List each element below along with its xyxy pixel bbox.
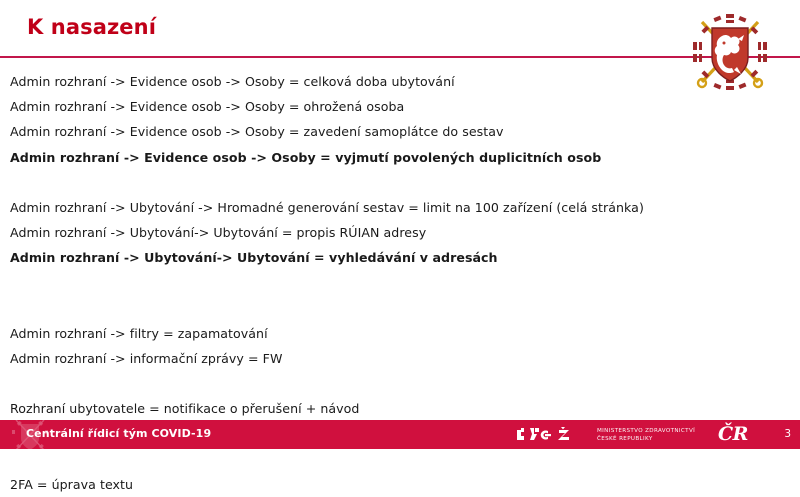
ministry-name-line1: MINISTERSTVO ZDRAVOTNICTVÍ [597, 428, 696, 434]
footer-team-label: Centrální řídicí tým COVID-19 [26, 427, 212, 440]
cr-logo: ČR [718, 423, 748, 445]
content-line: Admin rozhraní -> Ubytování-> Ubytování = propis RÚIAN adresy [10, 225, 427, 241]
ministry-name-line2: ČESKÉ REPUBLIKY [597, 436, 653, 442]
content-line: Admin rozhraní -> Evidence osob -> Osoby = celková doba ubytování [10, 74, 455, 89]
content-line: Admin rozhraní -> informační zprávy = FW [10, 351, 283, 367]
content-line: Admin rozhraní -> Ubytování-> Ubytování = vyhledávání v adresách [10, 250, 498, 266]
content-line: Admin rozhraní -> filtry = zapamatování [10, 325, 268, 341]
content-line-blank [10, 371, 792, 396]
content-line-blank [10, 296, 792, 321]
ministry-of-health-logo-icon [515, 426, 587, 444]
content-line: Rozhraní ubytovatele = notifikace o přerušení + návod [10, 401, 360, 417]
footer-bar [0, 420, 800, 449]
content-line-blank [10, 170, 792, 195]
content-line-blank [10, 271, 792, 296]
content-line-blank [10, 447, 792, 472]
content-line: Admin rozhraní -> Evidence osob -> Osoby = zavedení samoplátce do sestav [10, 124, 504, 140]
title-divider [0, 56, 800, 58]
page-number: 3 [784, 428, 791, 440]
content-line: 2FA = úprava textu [10, 477, 134, 492]
content-line: Admin rozhraní -> Evidence osob -> Osoby = vyjmutí povolených duplicitních osob [10, 149, 602, 165]
czech-coat-of-arms-with-swords-icon [684, 8, 776, 96]
content-line: Admin rozhraní -> Evidence osob -> Osoby = ohrožená osoba [10, 99, 405, 115]
content-line: Admin rozhraní -> Ubytování -> Hromadné generování sestav = limit na 100 zařízení (celá stránka) [10, 199, 644, 215]
ministry-name [597, 427, 695, 443]
page-title: K nasazení [27, 15, 156, 39]
